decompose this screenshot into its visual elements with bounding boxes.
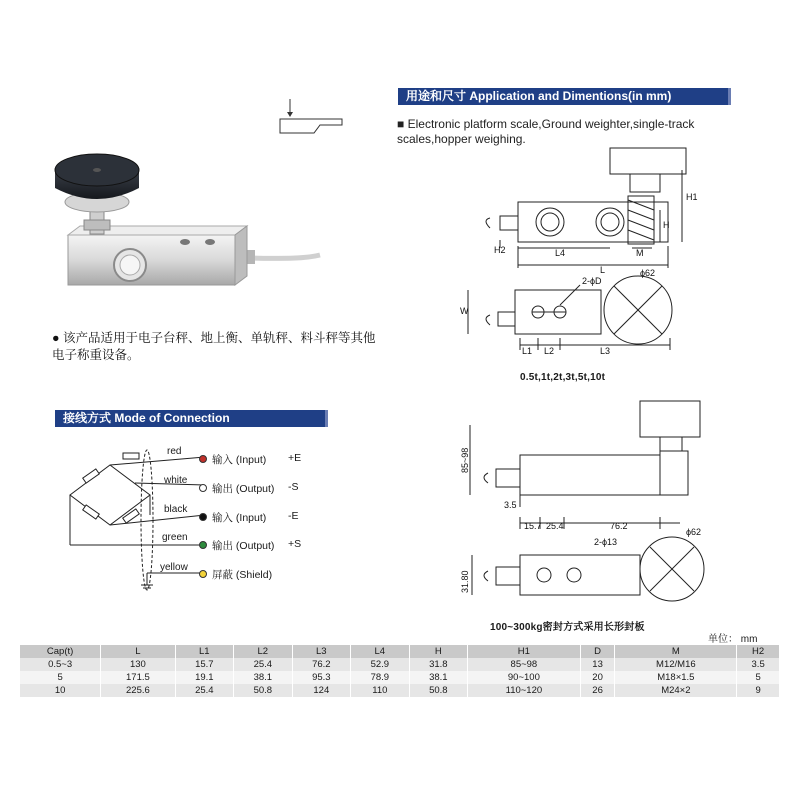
banner-edge xyxy=(728,88,731,105)
col-header: H2 xyxy=(737,645,780,658)
table-cell: 25.4 xyxy=(234,658,293,671)
table-cell: 25.4 xyxy=(175,684,234,697)
table-cell: 3.5 xyxy=(737,658,780,671)
dim-15-7: 15.7 xyxy=(524,521,542,531)
dim-h: H xyxy=(663,220,670,230)
table-cell: 110 xyxy=(351,684,410,697)
wire-dot-black xyxy=(199,513,207,521)
dim-m: M xyxy=(636,248,644,258)
dim-l3: L3 xyxy=(600,346,611,356)
col-header: L2 xyxy=(234,645,293,658)
wire-sign: -E xyxy=(288,510,299,522)
dim-phi62: ϕ62 xyxy=(640,268,656,278)
dim-w: W xyxy=(460,306,469,316)
wire-function: 输入 (Input) xyxy=(212,454,267,466)
wire-function: 输出 (Output) xyxy=(212,483,275,495)
dim-2-phi13: 2-ϕ13 xyxy=(594,537,618,547)
dim-l4: L4 xyxy=(555,248,566,258)
wire-function: 输入 (Input) xyxy=(212,512,267,524)
connection-banner: 接线方式 Mode of Connection xyxy=(55,410,325,427)
dim-h1: H1 xyxy=(686,192,698,202)
wire-sign: +E xyxy=(288,452,302,464)
dim-d: 2-ϕD xyxy=(582,276,602,286)
col-header: H xyxy=(409,645,468,658)
table-cell: 38.1 xyxy=(409,671,468,684)
table-cell: 110~120 xyxy=(468,684,581,697)
product-cn-text: 该产品适用于电子台秤、地上衡、单轨秤、料斗秤等其他电子称重设备。 xyxy=(52,331,376,362)
table-cell: 76.2 xyxy=(292,658,351,671)
wire-color-label: white xyxy=(164,475,188,486)
dim-l: L xyxy=(600,265,606,275)
table-cell: 13 xyxy=(580,658,615,671)
dim-l2: L2 xyxy=(544,346,555,356)
wire-function: 输出 (Output) xyxy=(212,540,275,552)
table-cell: 31.8 xyxy=(409,658,468,671)
caption-top: 0.5t,1t,2t,3t,5t,10t xyxy=(520,372,606,383)
bullet-dot: ● xyxy=(52,331,60,345)
table-cell: 124 xyxy=(292,684,351,697)
table-cell: 50.8 xyxy=(409,684,468,697)
table-cell: M18×1.5 xyxy=(615,671,737,684)
dim-85-98: 85~98 xyxy=(460,447,470,473)
dim-phi62-b: ϕ62 xyxy=(686,527,702,537)
application-banner: 用途和尺寸 Application and Dimentions(in mm) xyxy=(398,88,728,105)
col-header: L xyxy=(101,645,175,658)
table-cell: M24×2 xyxy=(615,684,737,697)
table-cell: 5 xyxy=(20,671,101,684)
table-row xyxy=(20,684,780,697)
dim-h2: H2 xyxy=(494,245,506,255)
col-header: L1 xyxy=(175,645,234,658)
col-header: H1 xyxy=(468,645,581,658)
table-header-row xyxy=(20,645,780,658)
table-cell: M12/M16 xyxy=(615,658,737,671)
load-cell-photo xyxy=(50,140,340,300)
dim-76-2: 76.2 xyxy=(610,521,628,531)
dim-l1: L1 xyxy=(522,346,533,356)
table-cell: 90~100 xyxy=(468,671,581,684)
dim-31-80: 31.80 xyxy=(460,570,470,593)
table-cell: 38.1 xyxy=(234,671,293,684)
table-cell: 50.8 xyxy=(234,684,293,697)
table-cell: 19.1 xyxy=(175,671,234,684)
wire-function: 屏蔽 (Shield) xyxy=(212,569,273,581)
table-cell: 9 xyxy=(737,684,780,697)
table-cell: 52.9 xyxy=(351,658,410,671)
profile-sketch xyxy=(270,95,350,145)
col-header: M xyxy=(615,645,737,658)
spec-table xyxy=(20,645,780,697)
dim-25-4: 25.4 xyxy=(546,521,564,531)
wire-dot-yellow xyxy=(199,570,207,578)
wire-sign: -S xyxy=(288,481,299,493)
table-cell: 26 xyxy=(580,684,615,697)
product-cn-bullet xyxy=(52,330,382,364)
table-cell: 95.3 xyxy=(292,671,351,684)
wire-dot-white xyxy=(199,484,207,492)
wire-color-label: yellow xyxy=(160,562,188,573)
wire-dot-green xyxy=(199,541,207,549)
caption-bottom: 100~300kg密封方式采用长形封板 xyxy=(490,622,645,633)
col-header: L3 xyxy=(292,645,351,658)
wire-sign: +S xyxy=(288,538,302,550)
table-row xyxy=(20,671,780,684)
table-cell: 20 xyxy=(580,671,615,684)
unit-label: 单位： mm xyxy=(708,634,758,645)
wire-color-label: green xyxy=(162,532,188,543)
table-cell: 225.6 xyxy=(101,684,175,697)
table-cell: 10 xyxy=(20,684,101,697)
table-cell: 130 xyxy=(101,658,175,671)
wiring-diagram xyxy=(65,445,215,595)
table-cell: 78.9 xyxy=(351,671,410,684)
table-cell: 171.5 xyxy=(101,671,175,684)
table-row xyxy=(20,658,780,671)
table-cell: 5 xyxy=(737,671,780,684)
table-cell: 15.7 xyxy=(175,658,234,671)
wire-color-label: black xyxy=(164,504,188,515)
col-header: L4 xyxy=(351,645,410,658)
wire-color-label: red xyxy=(167,446,182,457)
col-header: D xyxy=(580,645,615,658)
bullet-icon: ■ xyxy=(397,117,405,131)
col-header: Cap(t) xyxy=(20,645,101,658)
dimension-drawing-top xyxy=(460,140,700,380)
dim-3-5: 3.5 xyxy=(504,500,517,510)
banner-edge-conn xyxy=(325,410,328,427)
table-cell: 85~98 xyxy=(468,658,581,671)
application-text: Electronic platform scale,Ground weighter,single-track scales,hopper weighing. xyxy=(397,117,695,146)
wire-dot-red xyxy=(199,455,207,463)
table-cell: 0.5~3 xyxy=(20,658,101,671)
dimension-drawing-bottom xyxy=(460,395,710,615)
